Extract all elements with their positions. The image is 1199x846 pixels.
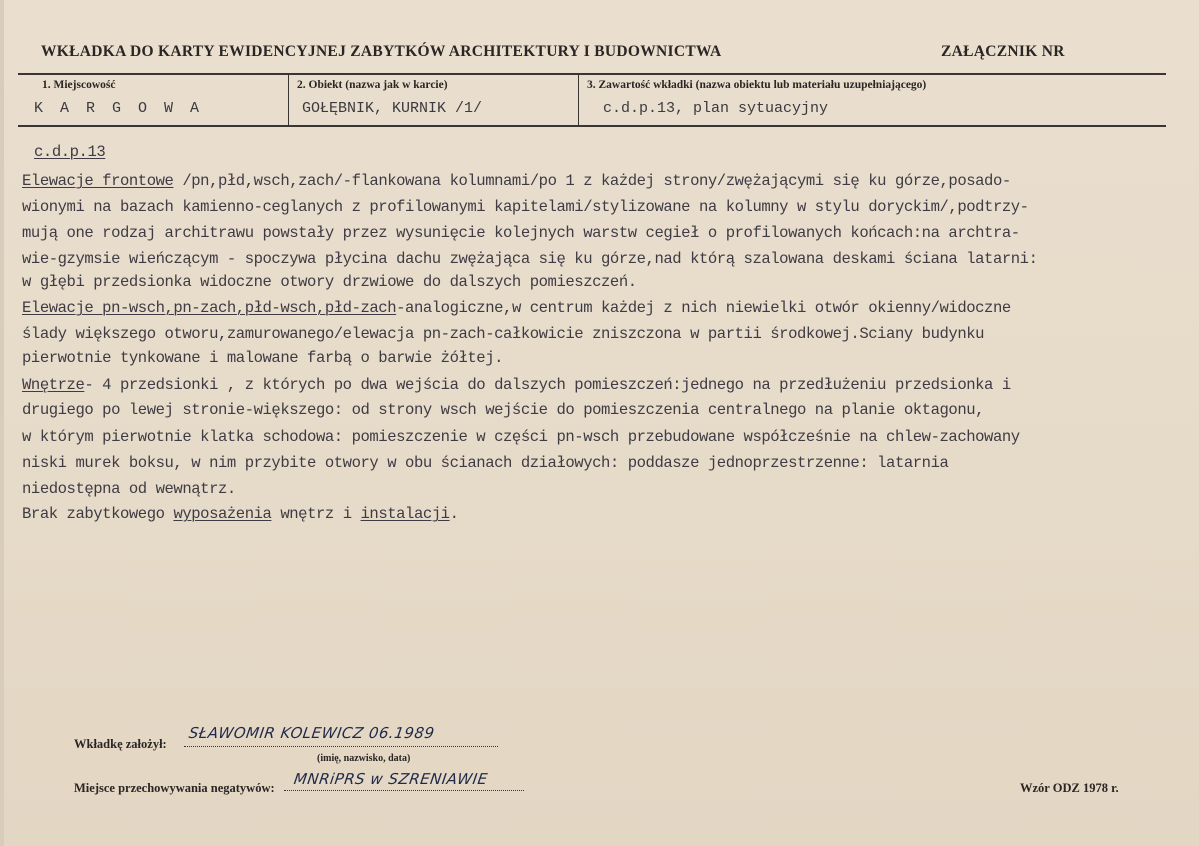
paragraph-heading: Elewacje pn-wsch,pn-zach,płd-wsch,płd-zach — [22, 299, 397, 317]
storage-handwriting: MNRiPRS w SZRENIAWIE — [292, 770, 489, 788]
paragraph-heading: Elewacje frontowe — [22, 172, 174, 190]
text-line: Wnętrze- 4 przedsionki , z których po dwa wejścia do dalszych pomieszczeń:jednego na przedłużeniu przedsionka i — [22, 376, 1011, 394]
text-line: niedostępna od wewnątrz. — [22, 480, 236, 498]
object-value: GOŁĘBNIK, KURNIK /1/ — [302, 100, 483, 117]
attachment-number-label: ZAŁĄCZNIK NR — [941, 43, 1065, 60]
author-label: Wkładkę założył: — [74, 737, 167, 751]
continuation-heading: c.d.p.13 — [34, 143, 106, 161]
author-note: (imię, nazwisko, data) — [317, 753, 411, 764]
contents-label: 3. Zawartość wkładki (nazwa obiektu lub materiału uzupełniającego) — [587, 79, 927, 91]
text-line: wionymi na bazach kamienno-ceglanych z profilowanymi kapitelami/stylizowane na kolumny w stylu doryckim/,podtrzy- — [22, 198, 1029, 216]
fields-rule — [18, 125, 1166, 127]
text-line: mują one rodzaj architrawu powstały przez wysunięcie kolejnych warstw cegieł o profilowanych końcach:na archtra- — [22, 224, 1020, 242]
text-line: pierwotnie tynkowane i malowane farbą o barwie żółtej. — [22, 349, 504, 367]
form-version: Wzór ODZ 1978 r. — [1020, 781, 1119, 795]
text-line: drugiego po lewej stronie-większego: od strony wsch wejście do pomieszczenia centralnego na planie oktagonu, — [22, 401, 985, 419]
locality-value: K A R G O W A — [34, 100, 204, 117]
text-line: Brak zabytkowego wyposażenia wnętrz i instalacji. — [22, 505, 459, 523]
text-line: wie-gzymsie wieńczącym - spoczywa płycina dachu zwężająca się ku górze,nad którą szalowana deskami ściana latarni: — [22, 250, 1038, 268]
text-line: Elewacje frontowe /pn,płd,wsch,zach/-flankowana kolumnami/po 1 z każdej strony/zwężającymi się ku górze,posado- — [22, 172, 1011, 190]
paragraph-heading: Wnętrze — [22, 376, 85, 394]
field-separator-2 — [578, 74, 579, 125]
text-line: w głębi przedsionka widoczne otwory drzwiowe do dalszych pomieszczeń. — [22, 273, 637, 291]
storage-label: Miejsce przechowywania negatywów: — [74, 781, 275, 795]
header-rule — [18, 73, 1166, 75]
text-line: ślady większego otworu,zamurowanego/elewacja pn-zach-całkowicie zniszczona w partii środkowej.Sciany budynku — [22, 325, 985, 343]
card-title: WKŁADKA DO KARTY EWIDENCYJNEJ ZABYTKÓW ARCHITEKTURY I BUDOWNICTWA — [41, 43, 722, 60]
contents-value: c.d.p.13, plan sytuacyjny — [603, 100, 829, 117]
text-line: Elewacje pn-wsch,pn-zach,płd-wsch,płd-zach-analogiczne,w centrum każdej z nich niewielki otwór okienny/widoczne — [22, 299, 1011, 317]
author-line — [184, 746, 498, 747]
object-label: 2. Obiekt (nazwa jak w karcie) — [297, 79, 448, 91]
text-line: niski murek boksu, w nim przybite otwory w obu ścianach działowych: poddasze jednoprzestrzenne: latarnia — [22, 454, 949, 472]
author-signature: SŁAWOMIR KOLEWICZ 06.1989 — [187, 724, 436, 742]
storage-line — [284, 790, 524, 791]
locality-label: 1. Miejscowość — [42, 79, 116, 91]
text-line: w którym pierwotnie klatka schodowa: pomieszczenie w części pn-wsch przebudowane współcześnie na chlew-zachowany — [22, 428, 1020, 446]
field-separator-1 — [288, 74, 289, 125]
